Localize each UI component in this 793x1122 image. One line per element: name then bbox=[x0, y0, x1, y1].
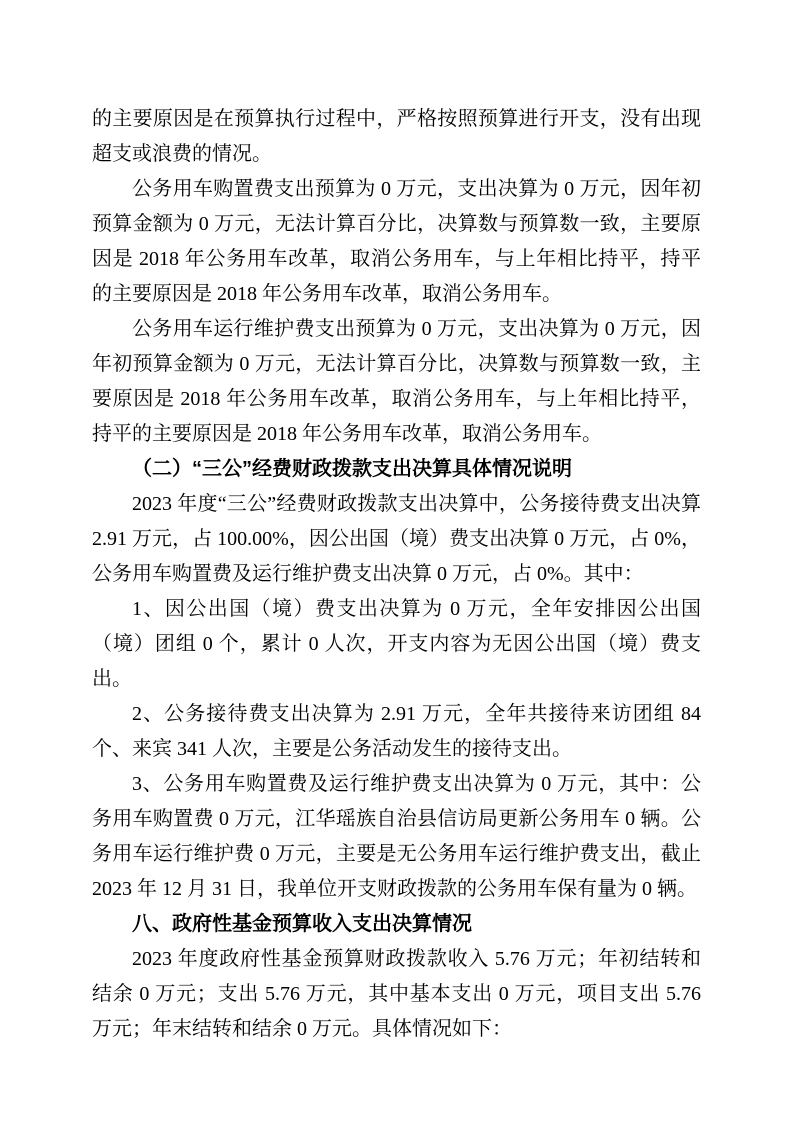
paragraph-item-3-vehicle-expense: 3、公务用车购置费及运行维护费支出决算为 0 万元，其中：公务用车购置费 0 万元，江华瑶族自治县信访局更新公务用车 0 辆。公务用车运行维护费 0 万元，主要是无公务用车运行维护费支出，截止 2023 年 12 月 31 日，我单位开支财政拨款的公务用车保有量为 0 辆。 bbox=[92, 773, 701, 900]
paragraph-sangong-summary: 2023 年度“三公”经费财政拨款支出决算中，公务接待费支出决算 2.91 万元，占 100.00%，因公出国（境）费支出决算 0 万元，占 0%，公务用车购置费及运行维护费支出决算 0 万元，占 0%。其中： bbox=[92, 493, 701, 585]
section-heading-government-fund: 八、政府性基金预算收入支出决算情况 bbox=[132, 913, 472, 935]
paragraph-vehicle-maintenance: 公务用车运行维护费支出预算为 0 万元，支出决算为 0 万元，因年初预算金额为 0 万元，无法计算百分比，决算数与预算数一致，主要原因是 2018 年公务用车改革，取消公务用车，与上年相比持平，持平的主要原因是 2018 年公务用车改革，取消公务用车。 bbox=[92, 318, 701, 445]
paragraph-government-fund-summary: 2023 年度政府性基金预算财政拨款收入 5.76 万元；年初结转和结余 0 万元；支出 5.76 万元，其中基本支出 0 万元，项目支出 5.76 万元；年末结转和结余 0 万元。具体情况如下： bbox=[92, 948, 701, 1040]
paragraph-item-2-reception-expense: 2、公务接待费支出决算为 2.91 万元，全年共接待来访团组 84 个、来宾 341 人次，主要是公务活动发生的接待支出。 bbox=[92, 703, 701, 760]
paragraph-carryover: 的主要原因是在预算执行过程中，严格按照预算进行开支，没有出现超支或浪费的情况。 bbox=[92, 108, 701, 165]
paragraph-vehicle-purchase: 公务用车购置费支出预算为 0 万元，支出决算为 0 万元，因年初预算金额为 0 万元，无法计算百分比，决算数与预算数一致，主要原因是 2018 年公务用车改革，取消公务用车，与上年相比持平，持平的主要原因是 2018 年公务用车改革，取消公务用车。 bbox=[92, 178, 701, 305]
section-heading-sangong-detail: （二）“三公”经费财政拨款支出决算具体情况说明 bbox=[132, 458, 572, 480]
paragraph-item-1-abroad-expense: 1、因公出国（境）费支出决算为 0 万元，全年安排因公出国（境）团组 0 个，累计 0 人次，开支内容为无因公出国（境）费支出。 bbox=[92, 598, 701, 690]
